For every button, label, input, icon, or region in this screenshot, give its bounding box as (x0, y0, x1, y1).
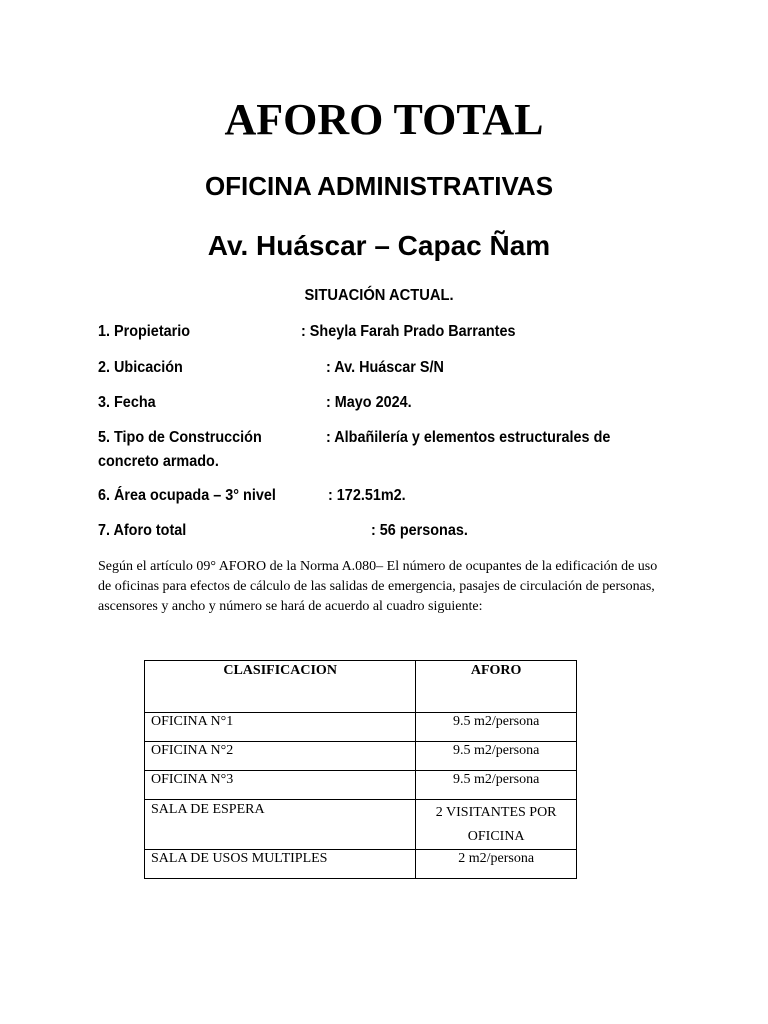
document-subtitle: OFICINA ADMINISTRATIVAS (204, 171, 554, 201)
field-label-aforo-total: 7. Aforo total (98, 522, 187, 539)
field-label-area-ocupada: 6. Área ocupada – 3° nivel (98, 487, 276, 504)
table-cell-clasificacion: OFICINA N°1 (145, 713, 416, 742)
field-value-area-ocupada: : 172.51m2. (328, 487, 406, 504)
table-cell-aforo: 9.5 m2/persona (416, 742, 577, 771)
table-cell-clasificacion: SALA DE USOS MULTIPLES (145, 850, 416, 879)
table-header-row (145, 661, 577, 713)
table-row (145, 850, 577, 879)
column-header-clasificacion: CLASIFICACION (145, 661, 416, 713)
table-row (145, 771, 577, 800)
aforo-table (144, 660, 577, 879)
field-label-propietario: 1. Propietario (98, 323, 191, 340)
document-address: Av. Huáscar – Capac Ñam (207, 230, 551, 261)
field-value-propietario: : Sheyla Farah Prado Barrantes (301, 323, 516, 340)
table-row (145, 742, 577, 771)
document-title: AFORO TOTAL (224, 95, 544, 144)
field-value-fecha: : Mayo 2024. (326, 394, 412, 411)
field-label-tipo-construccion: 5. Tipo de Construcción (98, 429, 262, 446)
field-value-tipo-construccion: : Albañilería y elementos estructurales de (326, 429, 611, 446)
table-row (145, 713, 577, 742)
table-cell-aforo: 2 VISITANTES POR OFICINA (416, 800, 577, 850)
field-value-tipo-construccion-continuation: concreto armado. (98, 453, 219, 470)
field-label-ubicacion: 2. Ubicación (98, 359, 183, 376)
table-cell-clasificacion: OFICINA N°2 (145, 742, 416, 771)
table-cell-clasificacion: OFICINA N°3 (145, 771, 416, 800)
table-cell-aforo: 9.5 m2/persona (416, 771, 577, 800)
section-heading: SITUACIÓN ACTUAL. (304, 287, 454, 304)
table-row (145, 800, 577, 850)
table-cell-clasificacion: SALA DE ESPERA (145, 800, 416, 850)
column-header-aforo: AFORO (416, 661, 577, 713)
table-cell-aforo: 9.5 m2/persona (416, 713, 577, 742)
table-cell-aforo: 2 m2/persona (416, 850, 577, 879)
field-label-fecha: 3. Fecha (98, 394, 156, 411)
norma-paragraph: Según el artículo 09° AFORO de la Norma A.080– El número de ocupantes de la edificación de uso de oficinas para efectos de cálculo de las salidas de emergencia, pasajes de circulación de personas, ascensores y ancho y número se hará de acuerdo al cuadro siguiente: (98, 559, 658, 614)
field-value-ubicacion: : Av. Huáscar S/N (326, 359, 444, 376)
field-value-aforo-total: : 56 personas. (371, 522, 468, 539)
